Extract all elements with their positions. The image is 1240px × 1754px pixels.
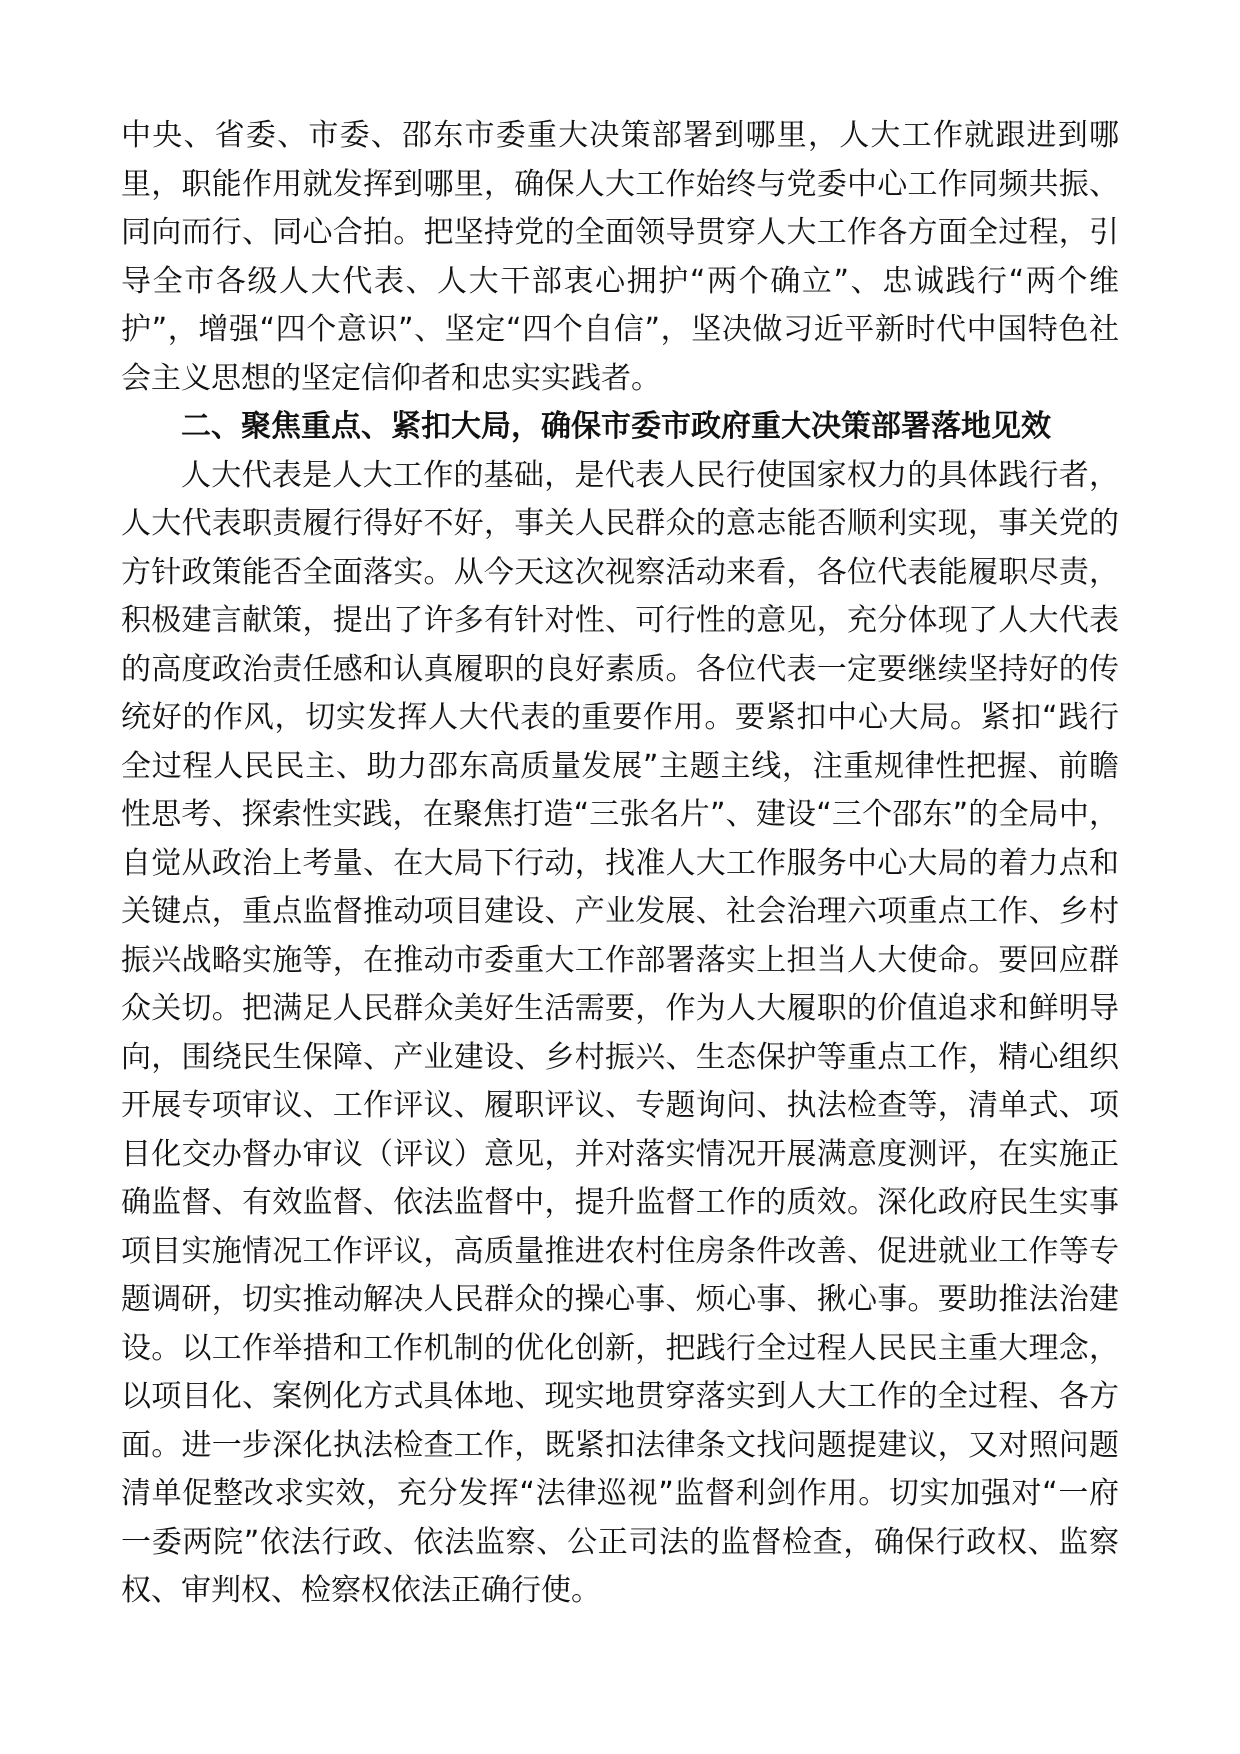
section-heading-2: 二、聚焦重点、紧扣大局，确保市委市政府重大决策部署落地见效: [181, 409, 1051, 444]
paragraph-1: 中央、省委、市委、邵东市委重大决策部署到哪里，人大工作就跟进到哪里，职能作用就发挥到哪里，确保人大工作始终与党委中心工作同频共振、同向而行、同心合拍。把坚持党的全面领导贯穿人大工作各方面全过程，引导全市各级人大代表、人大干部衷心拥护“两个确立”、忠诚践行“两个维护”，增强“四个意识”、坚定“四个自信”，坚决做习近平新时代中国特色社会主义思想的坚定信仰者和忠实实践者。: [121, 118, 1119, 396]
document-page: [121, 112, 1119, 1616]
paragraph-2: 人大代表是人大工作的基础，是代表人民行使国家权力的具体践行者，人大代表职责履行得好不好，事关人民群众的意志能否顺利实现，事关党的方针政策能否全面落实。从今天这次视察活动来看，各位代表能履职尽责，积极建言献策，提出了许多有针对性、可行性的意见，充分体现了人大代表的高度政治责任感和认真履职的良好素质。各位代表一定要继续坚持好的传统好的作风，切实发挥人大代表的重要作用。要紧扣中心大局。紧扣“践行全过程人民民主、助力邵东高质量发展”主题主线，注重规律性把握、前瞻性思考、探索性实践，在聚焦打造“三张名片”、建设“三个邵东”的全局中，自觉从政治上考量、在大局下行动，找准人大工作服务中心大局的着力点和关键点，重点监督推动项目建设、产业发展、社会治理六项重点工作、乡村振兴战略实施等，在推动市委重大工作部署落实上担当人大使命。要回应群众关切。把满足人民群众美好生活需要，作为人大履职的价值追求和鲜明导向，围绕民生保障、产业建设、乡村振兴、生态保护等重点工作，精心组织开展专项审议、工作评议、履职评议、专题询问、执法检查等，清单式、项目化交办督办审议（评议）意见，并对落实情况开展满意度测评，在实施正确监督、有效监督、依法监督中，提升监督工作的质效。深化政府民生实事项目实施情况工作评议，高质量推进农村住房条件改善、促进就业工作等专题调研，切实推动解决人民群众的操心事、烦心事、揪心事。要助推法治建设。以工作举措和工作机制的优化创新，把践行全过程人民民主重大理念，以项目化、案例化方式具体地、现实地贯穿落实到人大工作的全过程、各方面。进一步深化执法检查工作，既紧扣法律条文找问题提建议，又对照问题清单促整改求实效，充分发挥“法律巡视”监督利剑作用。切实加强对“一府一委两院”依法行政、依法监察、公正司法的监督检查，确保行政权、监察权、审判权、检察权依法正确行使。: [121, 457, 1119, 1608]
